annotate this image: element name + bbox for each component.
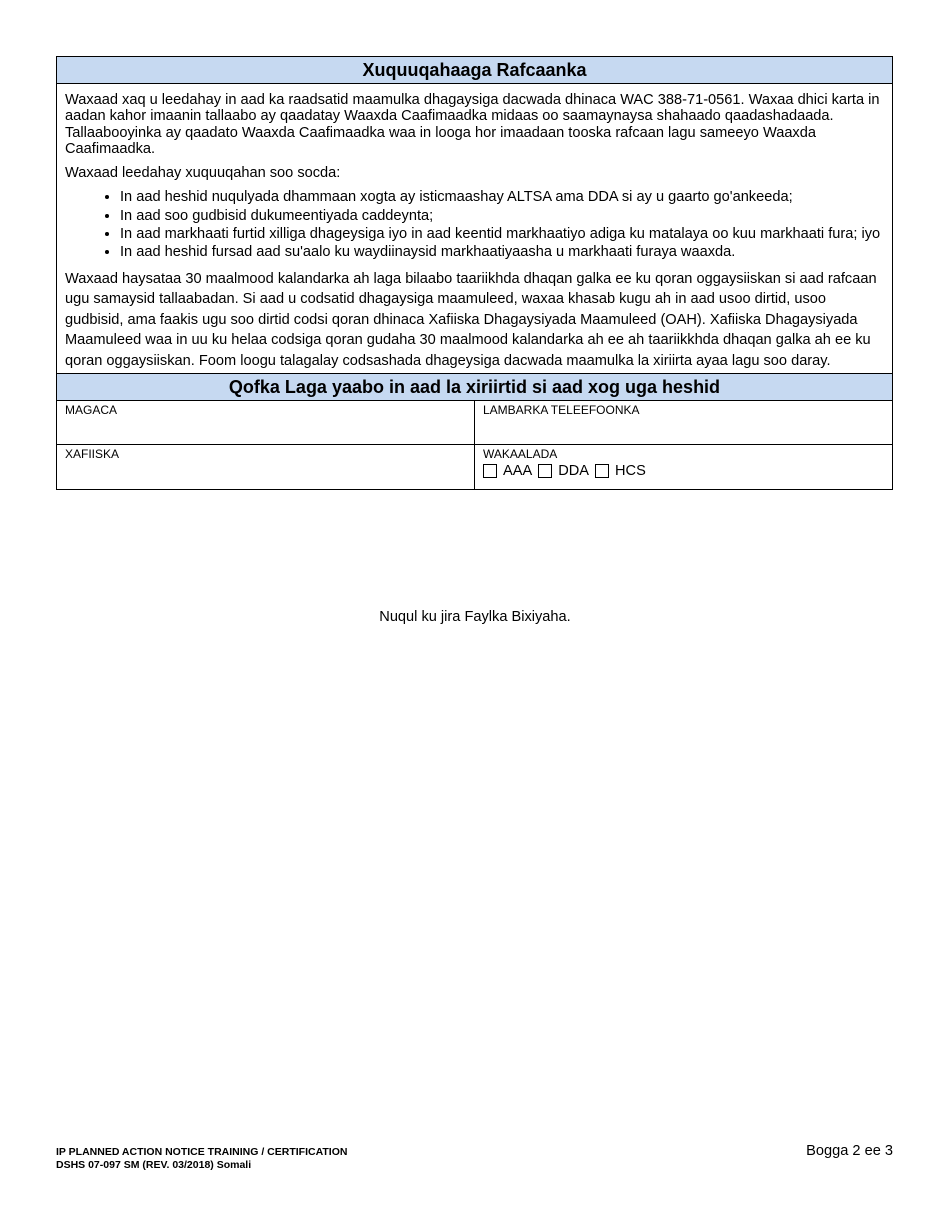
agency-option-aaa[interactable] <box>483 463 532 479</box>
contact-section-title: Qofka Laga yaabo in aad la xiriirtid si aad xog uga heshid <box>57 373 892 401</box>
footer-form-info <box>56 1146 347 1172</box>
phone-field[interactable] <box>475 401 892 444</box>
rights-section-body <box>57 84 892 373</box>
checkbox-aaa[interactable] <box>483 464 497 478</box>
rights-list <box>65 189 884 260</box>
agency-label: WAKAALADA <box>483 447 558 462</box>
agency-option-hcs[interactable] <box>595 463 646 479</box>
agency-option-dda[interactable] <box>538 463 589 479</box>
contact-row-2 <box>57 445 892 489</box>
agency-options <box>483 463 884 479</box>
rights-list-item: • In aad heshid nuqulyada dhammaan xogta ay isticmaashay ALTSA ama DDA si ay u gaarto go'ankeeda; <box>120 189 884 205</box>
rights-paragraph-2: Waxaad leedahay xuquuqahan soo socda: <box>65 165 341 182</box>
notice-form <box>56 56 893 490</box>
phone-label: LAMBARKA TELEEFOONKA <box>483 403 640 418</box>
contact-row-1 <box>57 401 892 445</box>
agency-option-label: DDA <box>558 463 590 480</box>
checkbox-hcs[interactable] <box>595 464 609 478</box>
copy-note: Nuqul ku jira Faylka Bixiyaha. <box>379 609 571 625</box>
rights-section-title: Xuquuqahaaga Rafcaanka <box>57 57 892 84</box>
agency-field <box>475 445 892 489</box>
name-label: MAGACA <box>65 403 118 418</box>
footer-form-number: DSHS 07-097 SM (REV. 03/2018) Somali <box>56 1159 252 1171</box>
page-number: Bogga 2 ee 3 <box>806 1143 893 1159</box>
agency-option-label: AAA <box>503 463 533 480</box>
rights-list-item: • In aad soo gudbisid dukumeentiyada caddeynta; <box>120 208 884 224</box>
office-label: XAFIISKA <box>65 447 120 462</box>
name-field[interactable] <box>57 401 475 444</box>
footer-form-title: IP PLANNED ACTION NOTICE TRAINING / CERTIFICATION <box>56 1146 348 1158</box>
rights-paragraph-1: Waxaad xaq u leedahay in aad ka raadsatid maamulka dhagaysiga dacwada dhinaca WAC 388-71-0561. Waxaa dhici karta in aadan kahor imaanin tallaabo ay qaadatay Waaxda Caafimaadka midaas oo saamaynaysa shahaado qaadashadaada. Tallaabooyinka ay qaadato Waaxda Caafimaadka waa in looga hor imaadaan tooska rafcaan lagu sameeyo Waaxda Caafimaadka. <box>65 92 880 157</box>
rights-list-item: • In aad markhaati furtid xilliga dhageysiga iyo in aad keentid markhaatiyo adiga ku matalaya oo kuu markhaati fura; iyo <box>120 226 884 242</box>
office-field[interactable] <box>57 445 475 489</box>
rights-list-item: • In aad heshid fursad aad su'aalo ku waydiinaysid markhaatiyaasha u markhaati furaya waaxda. <box>120 244 884 260</box>
rights-paragraph-3: Waxaad haysataa 30 maalmood kalandarka ah laga bilaabo taariikhda dhaqan galka ee ku qoran oggaysiiskan si aad rafcaan ugu samaysid tallaabadan. Si aad u codsatid dhagaysiga maamuleed, waxaa khasab kugu ah in aad usoo dirtid, usoo gudbisid, ama faakis ugu soo dirtid codsi qoran dhinaca Xafiiska Dhagaysiyada Maamuleed (OAH). Xafiiska Dhagaysiyada Maamuleed waa in uu ku helaa codsiga qoran gudaha 30 maalmood kalandarka ah ee ah taariikkhda dhaqan galka ah ee ku qoran oggaysiiskan. Foom loogu talagalay codsashada dhageysiga dacwada maamulka la xiriirta ayaa lagu soo daray. <box>65 270 877 369</box>
agency-option-label: HCS <box>615 463 646 480</box>
checkbox-dda[interactable] <box>538 464 552 478</box>
